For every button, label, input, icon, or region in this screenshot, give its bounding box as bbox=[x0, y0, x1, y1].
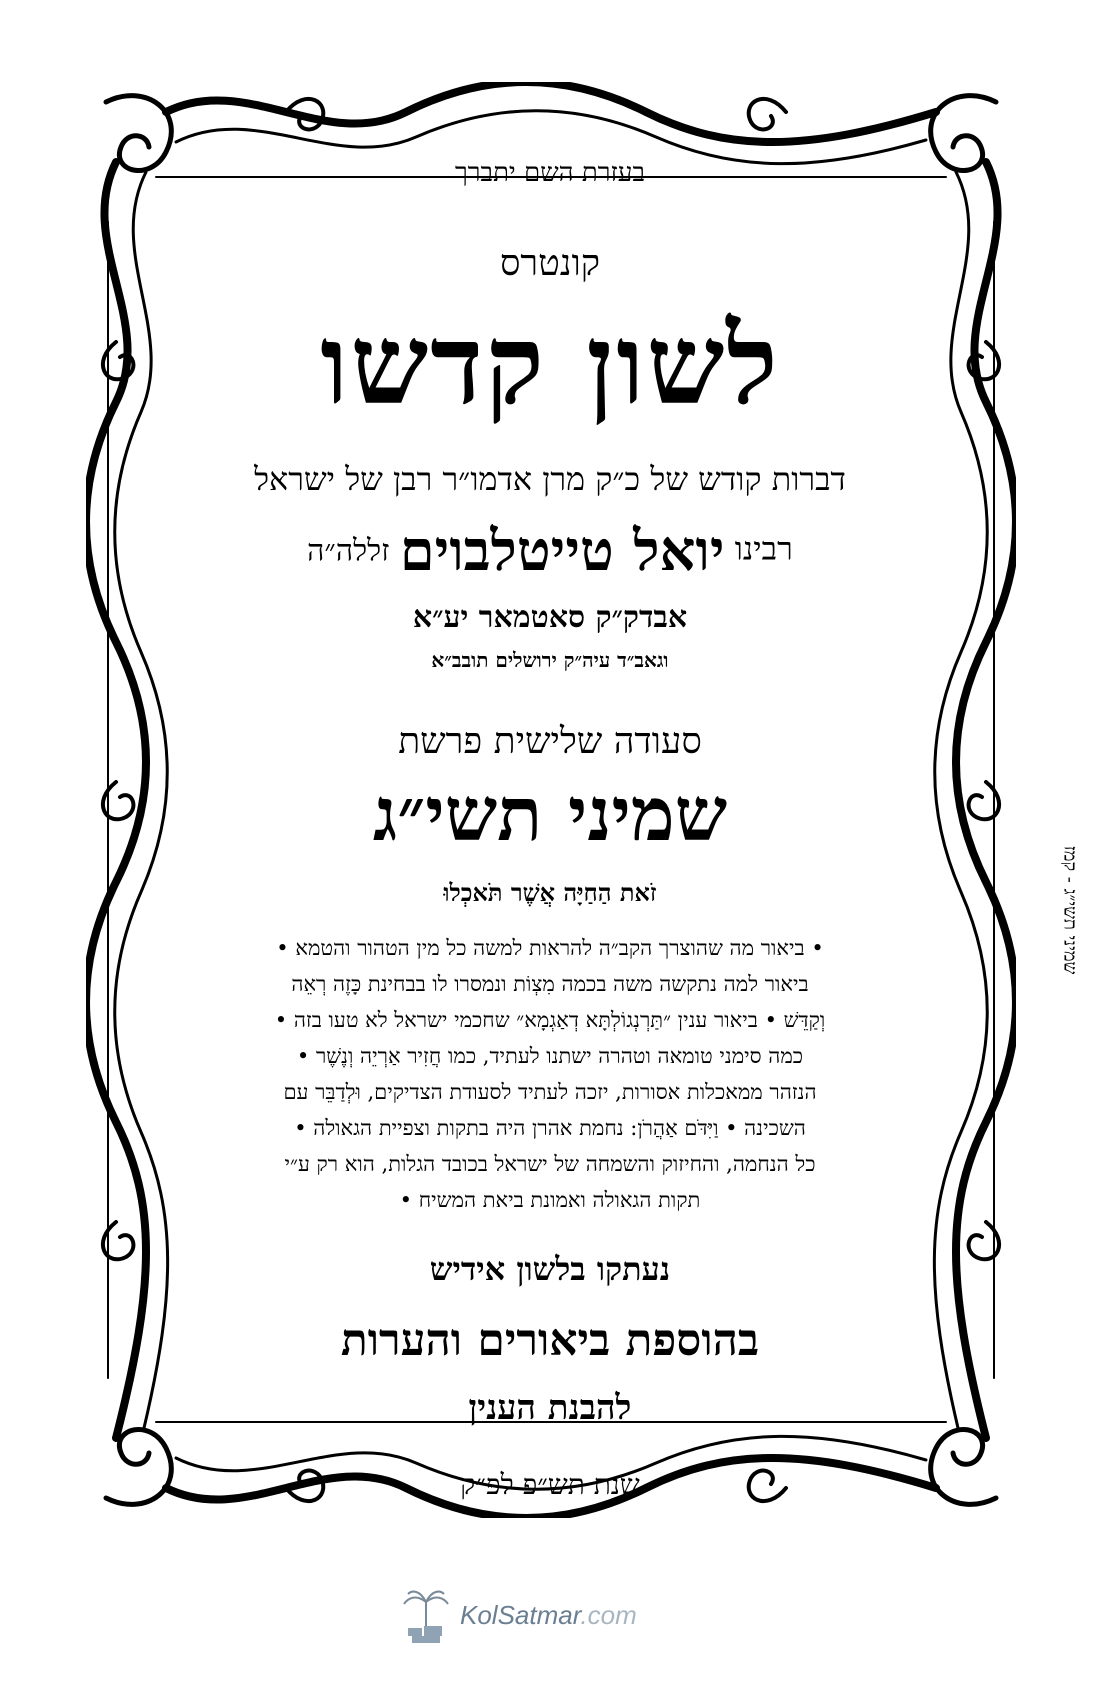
avdak-line: אבדק״ק סאטמאר יע״א bbox=[412, 600, 688, 635]
topics-summary bbox=[180, 930, 920, 1218]
brand-domain: .com bbox=[580, 1600, 637, 1630]
topics-line: ביאור למה נתקשה משה בכמה מִצְוֹת ונמסרו לו בבחינת כָּזֶה רְאֵה bbox=[291, 972, 809, 996]
topics-line: תקות הגאולה ואמונת ביאת המשיח • bbox=[399, 1188, 701, 1212]
header-blessing: בעזרת השם יתברך bbox=[455, 158, 645, 188]
rebbe-line bbox=[190, 518, 910, 584]
topics-line: כל הנחמה, והחיזוק והשמחה של ישראל בכובד הגלות, הוא רק ע״י bbox=[284, 1152, 816, 1176]
rebbe-prefix: רבינו bbox=[734, 529, 793, 568]
topics-line: השכינה • וַיִּדֹּם אַהֲרֹן: נחמת אהרן היה בתקות וצפיית הגאולה • bbox=[294, 1116, 806, 1140]
footer-logo[interactable] bbox=[400, 1588, 680, 1648]
seuda-line: סעודה שלישית פרשת bbox=[398, 721, 702, 762]
verse-line: זֹאת הַחַיָּה אֲשֶׁר תֹּאכְלוּ bbox=[443, 878, 657, 907]
side-running-head bbox=[1050, 750, 1090, 1070]
rebbe-name: יואל טייטלבוים bbox=[399, 518, 725, 584]
kuntres-label: קונטרס bbox=[499, 243, 601, 284]
footer-brand bbox=[460, 1600, 637, 1631]
divrei-line: דברות קודש של כ״ק מרן אדמו״ר רבן של ישראל bbox=[254, 460, 846, 498]
year-line: שנת תש״פ לפ״ק bbox=[460, 1468, 640, 1501]
topics-line: כמה סימני טומאה וטהרה ישתנו לעתיד, כמו חֲזִיר אַרְיֵה וְנֶשֶׁר • bbox=[296, 1044, 804, 1068]
title-page-content bbox=[190, 150, 910, 1501]
additions-note: בהוספת ביאורים והערות bbox=[340, 1315, 760, 1366]
parsha-title: שמיני תשי״ג bbox=[372, 772, 728, 858]
topics-line: • ביאור מה שהוצרך הקב״ה להראות למשה כל מין הטהור והטמא • bbox=[276, 936, 824, 960]
topics-line: הנזהר ממאכלות אסורות, יזכה לעתיד לסעודת הצדיקים, וּלְדַבֵּר עם bbox=[283, 1080, 817, 1104]
translation-note: נעתקו בלשון אידיש bbox=[429, 1250, 671, 1288]
understanding-note: להבנת הענין bbox=[468, 1388, 632, 1428]
side-running-head-text: שמיני תשי״ג - קמז bbox=[1059, 845, 1081, 975]
topics-line: וְקַדֵּשׁ • ביאור ענין ״תַּרְנְגוֹלְתָּא דְאַגְמָא״ שחכמי ישראל לא טעו בזה • bbox=[274, 1008, 826, 1032]
rebbe-suffix: זללה״ה bbox=[307, 533, 390, 569]
palm-tree-books-icon bbox=[400, 1588, 452, 1646]
page-title: לשון קדשו bbox=[320, 300, 780, 429]
brand-main: KolSatmar bbox=[460, 1600, 581, 1630]
vegav-line: וגאב״ד עיה״ק ירושלים תובב״א bbox=[431, 648, 669, 672]
